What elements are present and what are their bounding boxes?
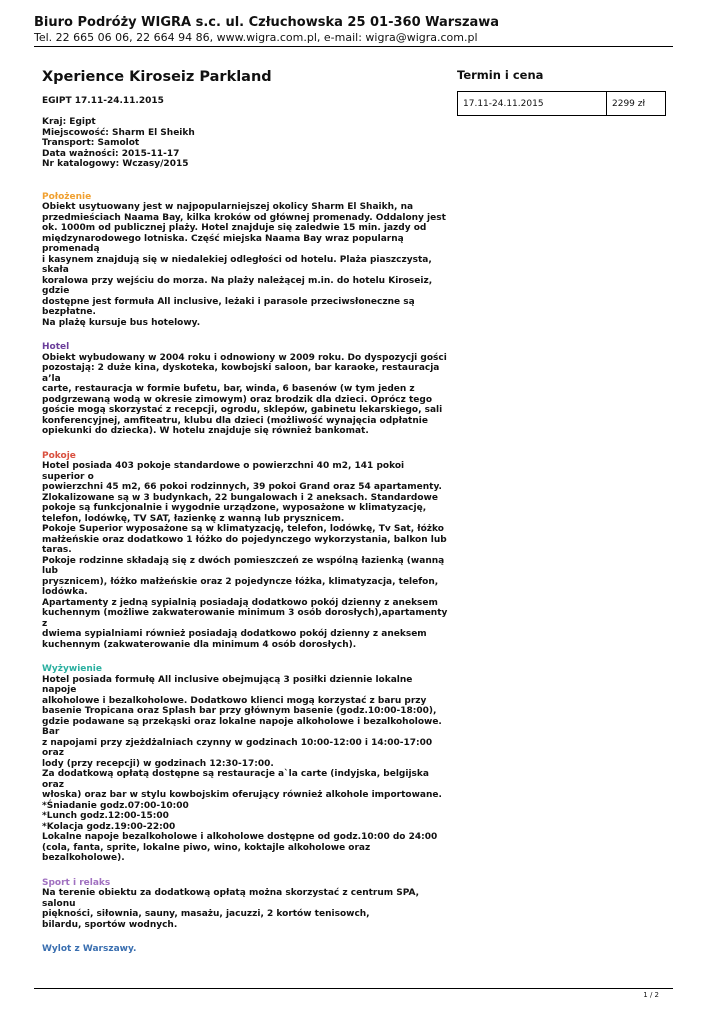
section-body: Hotel posiada formułę All inclusive obejmującą 3 posiłki dziennie lokalne napoje alkoholowe i bezalkoholowe. Dodatkowo klienci mogą korzystać z baru przy basenie Tropicana oraz Splash bar przy głównym basenie (godz.10:00-18:00), gdzie podawane są przekąski oraz lokalne napoje alkoholowe i bezalkoholowe. Bar z napojami przy zjeżdżalniach czynny w godzinach 10:00-12:00 i 14:00-17:00 oraz lody (przy recepcji) w godzinach 12:30-17:00. Za dodatkową opłatą dostępne są restauracje a`la carte (indyjska, belgijska oraz włoska) oraz bar w stylu kowbojskim oferujący również alkohole importowane. *Śniadanie godz.07:00-10:00 *Lunch godz.12:00-15:00 *Kolacja godz.19:00-22:00 Lokalne napoje bezalkoholowe i alkoholowe dostępne od godz.10:00 do 24:00 (cola, fanta, sprite, lokalne piwo, wino, koktajle alkoholowe oraz bezalkoholowe). [42,674,442,863]
detail-valid-date: Data ważności: 2015-11-17 [42,148,180,159]
section-rooms [42,451,448,651]
detail-transport: Transport: Samolot [42,138,140,148]
section-body: Hotel posiada 403 pokoje standardowe o powierzchni 40 m2, 141 pokoi superior o powierzchni 45 m2, 66 pokoi rodzinnych, 39 pokoi Grand oraz 54 apartamenty. Zlokalizowane są w 3 budynkach, 22 bungalowach i 2 aneksach. Standardowe pokoje są funkcjonalnie i wygodnie urządzone, wyposażone w klimatyzację, telefon, lodówkę, TV SAT, łazienkę z wanną lub prysznicem. Pokoje Superior wyposażone są w klimatyzację, telefon, lodówkę, Tv Sat, łóżko małżeńskie oraz dodatkowo 1 łóżko do pojedynczego wykorzystania, balkon lub taras. Pokoje rodzinne składają się z dwóch pomieszczeń ze wspólną łazienką (wanną lub prysznicem), łóżko małżeńskie oraz 2 pojedyncze łóżka, klimatyzacja, telefon, lodówka. Apartamenty z jedną sypialnią posiadają dodatkowo pokój dzienny z aneksem kuchennym (możliwe zakwaterowanie minimum 3 osób dorosłych),apartamenty z dwiema sypialniami również posiadają dodatkowo pokój dzienny z aneksem kuchennym (zakwaterowanie dla minimum 4 osób dorosłych). [42,461,448,650]
offer-details [42,117,448,170]
section-board [42,664,448,864]
table-row [458,92,666,116]
section-hotel [42,342,448,437]
section-body: Obiekt usytuowany jest w najpopularniejszej okolicy Sharm El Shaikh, na przedmieściach Naama Bay, kilka kroków od głównej promenady. Oddalony jest ok. 1000m od publicznej plaży. Hotel znajduje się zaledwie 15 min. jazdy od międzynarodowego lotniska. Część miejska Naama Bay wraz popularną promenadą i kasynem znajdują się w niedalekiej odległości od hotelu. Plaża piaszczysta, skała koralowa przy wejściu do morza. Na plaży należącej m.in. do hotelu Kiroseiz, gdzie dostępne jest formuła All inclusive, leżaki i parasole przeciwsłoneczne są bezpłatne. Na plażę kursuje bus hotelowy. [42,202,446,328]
company-contact: Tel. 22 665 06 06, 22 664 94 86, www.wigra.com.pl, e-mail: wigra@wigra.com.pl [34,31,478,44]
header-divider [34,46,673,47]
detail-catalog-number: Nr katalogowy: Wczasy/2015 [42,159,189,169]
offer-main [42,68,448,955]
section-title: Wyżywienie [42,664,102,674]
section-body: Na terenie obiektu za dodatkową opłatą można skorzystać z centrum SPA, salonu piękności, siłownia, sauny, masażu, jacuzzi, 2 kortów tenisowch, bilardu, sportów wodnych. [42,888,420,930]
term-date: 17.11-24.11.2015 [458,92,607,116]
detail-location: Miejscowość: Sharm El Sheikh [42,127,195,138]
section-location [42,192,448,329]
detail-country: Kraj: Egipt [42,117,96,127]
pricing-title: Termin i cena [457,68,544,82]
section-title: Położenie [42,191,92,202]
page-number: 1 / 2 [643,991,659,999]
section-body: Obiekt wybudowany w 2004 roku i odnowiony w 2009 roku. Do dyspozycji gości pozostają: 2 duże kina, dyskoteka, kowbojski saloon, bar karaoke, restauracja a’la carte, restauracja w formie bufetu, bar, winda, 6 basenów (w tym jeden z podgrzewaną wodą w okresie zimowym) oraz brodzik dla dzieci. Oprócz tego goście mogą skorzystać z recepcji, ogrodu, sklepów, gabinetu lekarskiego, sali konferencyjnej, amfiteatru, klubu dla dzieci (możliwość wynajęcia odpłatnie opiekunki do dziecka). W hotelu znajduje się również bankomat. [42,352,447,436]
section-title: Pokoje [42,450,76,461]
section-sport [42,878,448,931]
section-title: Sport i relaks [42,877,111,888]
offer-code: EGIPT 17.11-24.11.2015 [42,96,164,106]
term-price: 2299 zł [607,92,666,116]
section-title: Wylot z Warszawy. [42,944,137,954]
company-name: Biuro Podróży WIGRA s.c. ul. Człuchowska 25 01-360 Warszawa [34,15,500,30]
letterhead [34,15,674,45]
pricing-panel [457,68,666,116]
section-departure [42,944,448,955]
offer-title: Xperience Kiroseiz Parkland [42,69,272,85]
section-title: Hotel [42,342,70,352]
pricing-table [457,91,666,116]
footer-divider [34,988,673,989]
